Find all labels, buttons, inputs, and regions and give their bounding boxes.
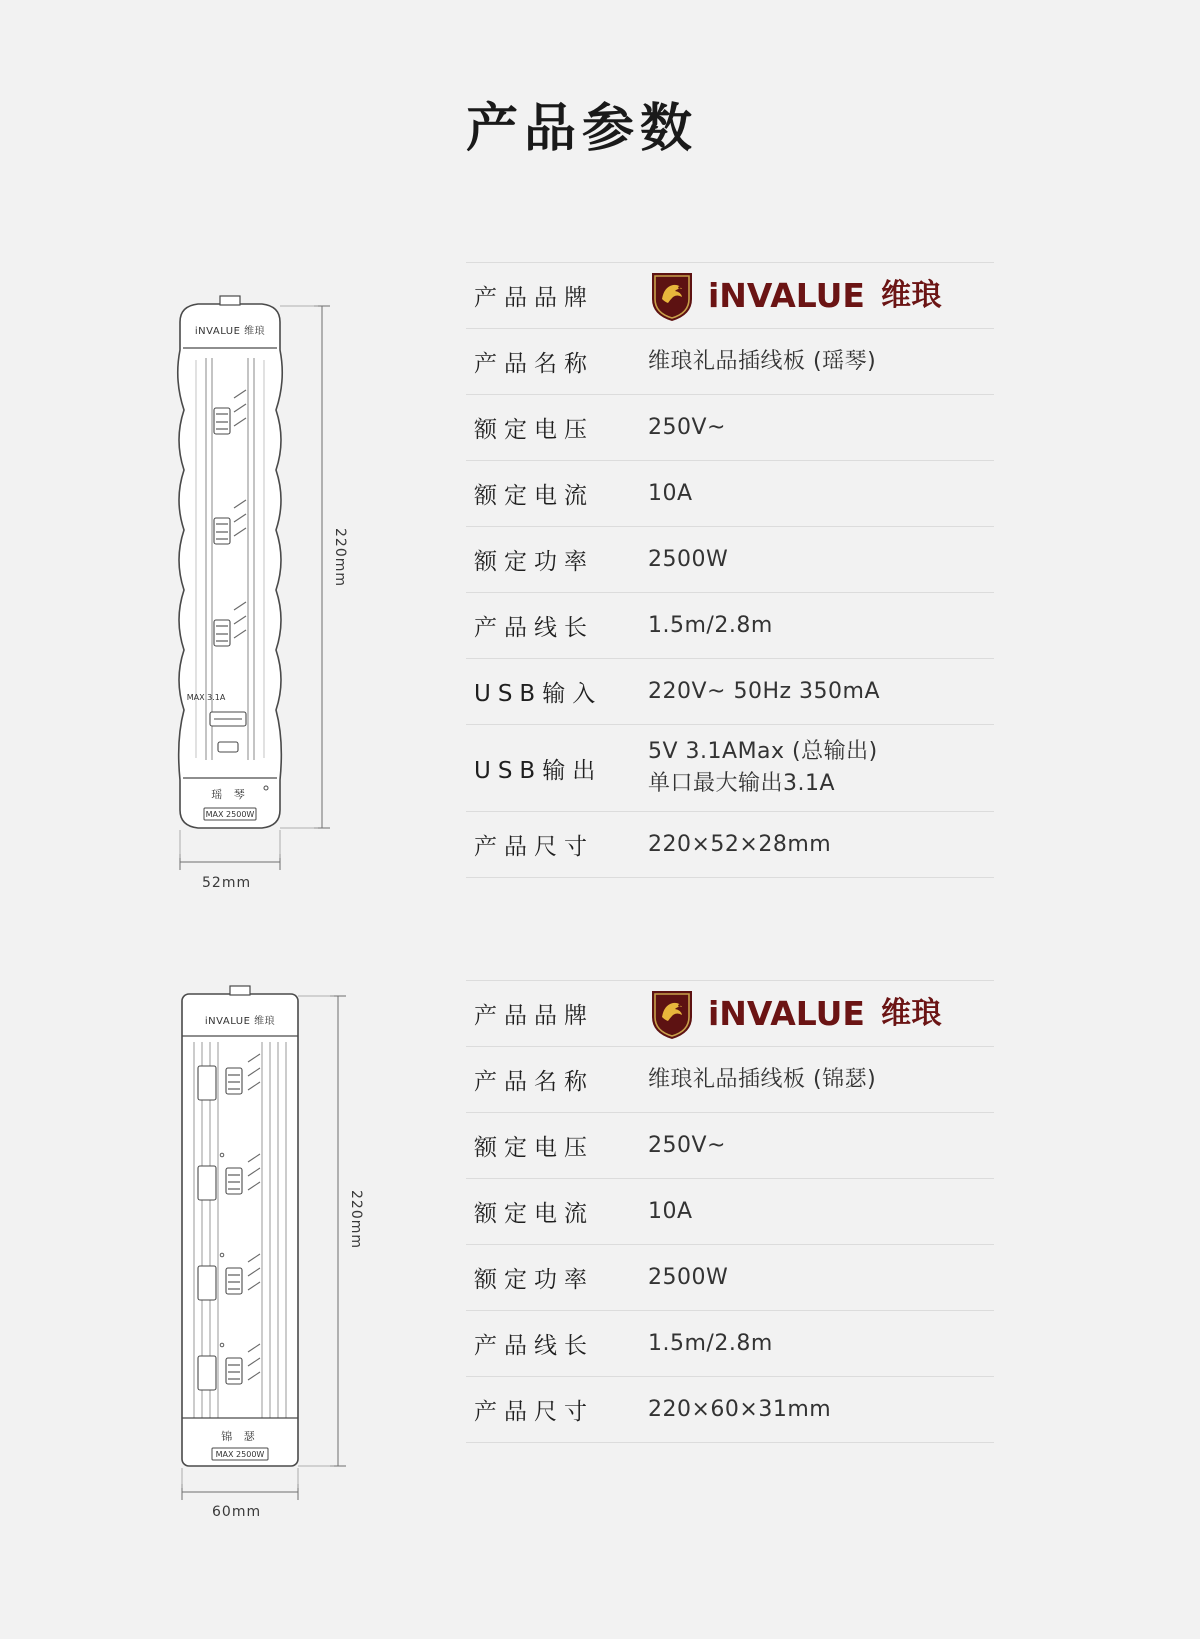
row-value: 10A [648, 480, 693, 506]
row-value: 维琅礼品插线板 (锦瑟) [648, 1066, 877, 1092]
row-label: 额定功率 [474, 549, 594, 575]
table-row [466, 395, 994, 461]
row-label: 产品名称 [474, 351, 594, 377]
table-row [466, 1377, 994, 1443]
shield-wing-icon [648, 269, 696, 323]
table-row [466, 725, 994, 812]
table-row [466, 329, 994, 395]
row-value: 维琅礼品插线板 (瑶琴) [648, 348, 877, 374]
brand-name-latin: iNVALUE [708, 993, 865, 1033]
row-value: 220×52×28mm [648, 831, 832, 857]
brand-name-cn: 维琅 [880, 995, 942, 1031]
row-label: 额定电压 [474, 417, 594, 443]
svg-text:锦 瑟: 锦 瑟 [221, 1430, 259, 1443]
row-label: 额定电流 [474, 483, 594, 509]
table-row [466, 812, 994, 878]
row-label: 产品名称 [474, 1069, 594, 1095]
row-label: 额定功率 [474, 1267, 594, 1293]
row-value: 2500W [648, 1264, 729, 1290]
row-value-line1: 5V 3.1AMax (总输出) [648, 739, 878, 765]
table-row [466, 461, 994, 527]
svg-text:iNVALUE 维琅: iNVALUE 维琅 [194, 326, 266, 337]
product-illustration-jinse [150, 980, 410, 1540]
row-label: 额定电流 [474, 1201, 594, 1227]
svg-text:瑶 琴: 瑶 琴 [211, 788, 249, 801]
brand-logo [648, 269, 994, 323]
dimension-height-yaoqin: 220mm [332, 528, 348, 587]
row-label: 产品线长 [474, 1333, 594, 1359]
table-row [466, 1113, 994, 1179]
row-value: 1.5m/2.8m [648, 612, 773, 638]
svg-text:MAX 3.1A: MAX 3.1A [186, 693, 226, 702]
row-value: 1.5m/2.8m [648, 1330, 773, 1356]
row-value-multiline [648, 736, 994, 800]
table-row [466, 1047, 994, 1113]
jinse-drawing [150, 980, 410, 1540]
row-value-line2: 单口最大输出3.1A [648, 771, 836, 796]
dimension-width-jinse: 60mm [212, 1504, 262, 1520]
table-row [466, 1245, 994, 1311]
yaoqin-drawing [150, 290, 410, 910]
svg-text:MAX 2500W: MAX 2500W [205, 810, 255, 819]
brand-logo [648, 987, 994, 1041]
dimension-height-jinse: 220mm [348, 1190, 364, 1249]
svg-text:MAX 2500W: MAX 2500W [215, 1450, 265, 1459]
row-label: USB输入 [474, 681, 603, 707]
row-value: 250V~ [648, 1132, 726, 1158]
row-label: 产品尺寸 [474, 834, 594, 860]
brand-name-latin: iNVALUE [708, 275, 865, 315]
svg-text:iNVALUE 维琅: iNVALUE 维琅 [204, 1016, 276, 1027]
row-label: 产品尺寸 [474, 1399, 594, 1425]
spec-table-jinse [466, 980, 994, 1443]
spec-table-yaoqin [466, 262, 994, 878]
shield-wing-icon [648, 987, 696, 1041]
table-row [466, 1311, 994, 1377]
table-row [466, 593, 994, 659]
brand-name-cn: 维琅 [880, 277, 942, 313]
table-row [466, 262, 994, 329]
row-value: 2500W [648, 546, 729, 572]
row-label: 产品品牌 [474, 285, 594, 311]
row-label: 产品线长 [474, 615, 594, 641]
row-value: 250V~ [648, 414, 726, 440]
table-row [466, 659, 994, 725]
table-row [466, 980, 994, 1047]
row-label: USB输出 [474, 757, 603, 784]
table-row [466, 527, 994, 593]
row-value: 10A [648, 1198, 693, 1224]
row-label: 产品品牌 [474, 1003, 594, 1029]
table-row [466, 1179, 994, 1245]
row-label: 额定电压 [474, 1135, 594, 1161]
row-value: 220×60×31mm [648, 1396, 832, 1422]
row-value: 220V~ 50Hz 350mA [648, 678, 881, 704]
product-illustration-yaoqin [150, 290, 410, 910]
page-title: 产品参数 [466, 99, 699, 159]
dimension-width-yaoqin: 52mm [202, 875, 252, 891]
